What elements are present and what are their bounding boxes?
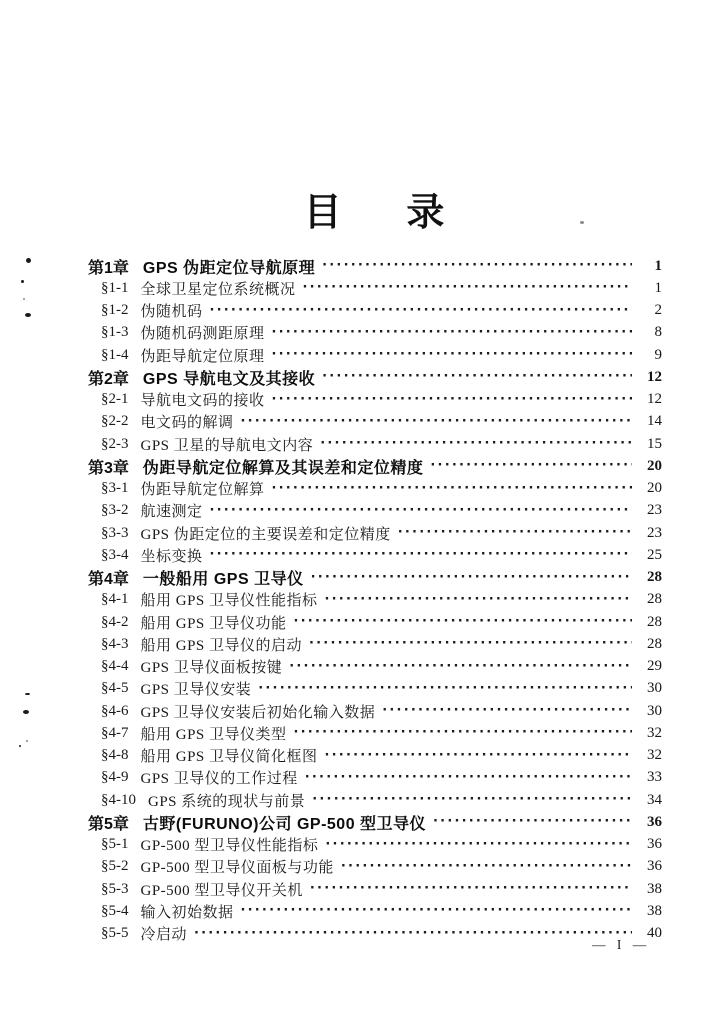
toc-leader-dots [325, 748, 632, 764]
toc-leader-dots [210, 503, 632, 519]
toc-entry-title: GPS 伪距定位导航原理 [142, 259, 316, 277]
toc-entry-title: 输入初始数据 [140, 904, 234, 921]
toc-page-number: 25 [647, 546, 662, 563]
toc-leader-dots [322, 369, 632, 385]
toc-page-number: 38 [647, 880, 662, 897]
toc-leader-dots [272, 392, 632, 408]
toc-entry-title: 船用 GPS 卫导仪简化框图 [140, 749, 318, 766]
toc-entry [88, 567, 662, 589]
toc-entry [88, 678, 662, 700]
toc-entry-title: GPS 系统的现状与前景 [148, 793, 306, 810]
toc-leader-dots [194, 926, 632, 942]
toc-entry [88, 834, 662, 856]
toc-entry [88, 455, 662, 477]
toc-entry [88, 923, 662, 945]
toc-entry [88, 500, 662, 522]
toc-entry-label: §1-4 [101, 346, 129, 363]
toc-entry-title: GPS 卫导仪安装 [140, 682, 252, 699]
toc-page-number: 15 [647, 435, 662, 452]
toc-entry-title: 伪随机码测距原理 [140, 326, 265, 343]
toc-entry-title: 船用 GPS 卫导仪性能指标 [140, 593, 318, 610]
toc-entry-label: §4-3 [101, 635, 129, 652]
toc-page-number: 20 [647, 480, 662, 497]
toc-entry [88, 811, 662, 833]
toc-page-number: 32 [647, 724, 662, 741]
toc-entry-label: §2-2 [101, 413, 129, 430]
scan-speck [21, 280, 24, 283]
toc-leader-dots [210, 547, 632, 563]
toc-page-number: 33 [647, 769, 662, 786]
toc-entry-title: 船用 GPS 卫导仪的启动 [140, 637, 303, 654]
toc-page-number: 12 [647, 368, 662, 385]
toc-entry-title: GP-500 型卫导仪面板与功能 [140, 860, 334, 877]
toc-page-number: 32 [647, 747, 662, 764]
toc-entry-label: §4-5 [101, 680, 129, 697]
toc-entry [88, 700, 662, 722]
toc-entry-label: §4-8 [101, 747, 129, 764]
toc-entry [88, 544, 662, 566]
toc-entry [88, 767, 662, 789]
toc-page-number: 9 [654, 346, 662, 363]
toc-entry [88, 522, 662, 544]
footer-page-number: — I — [592, 937, 651, 952]
page-title: 目 录 [303, 192, 447, 235]
toc-entry-title: 古野(FURUNO)公司 GP-500 型卫导仪 [142, 815, 427, 833]
toc-entry-label: 第4章 [88, 571, 129, 589]
toc-entry-label: 第5章 [88, 815, 129, 833]
toc-page-number: 28 [647, 635, 662, 652]
toc-entry-label: §1-3 [101, 324, 129, 341]
toc-entry [88, 589, 662, 611]
toc-leader-dots [325, 837, 632, 853]
toc-entry-label: §4-6 [101, 702, 129, 719]
toc-entry-title: 坐标变换 [140, 548, 203, 565]
toc-page-number: 20 [647, 457, 662, 474]
toc-entry [88, 322, 662, 344]
toc-leader-dots [294, 725, 632, 741]
toc-leader-dots [272, 325, 632, 341]
toc-entry [88, 300, 662, 322]
toc-entry-label: §4-10 [101, 791, 136, 808]
toc-entry-label: §4-4 [101, 658, 129, 675]
toc-page-number: 23 [647, 502, 662, 519]
toc-entry-label: §5-3 [101, 880, 129, 897]
toc-entry-label: §3-4 [101, 546, 129, 563]
toc-entry-label: §4-7 [101, 724, 129, 741]
toc-page-number: 8 [654, 324, 662, 341]
toc-leader-dots [272, 347, 632, 363]
toc-leader-dots [322, 258, 632, 274]
toc-entry-title: 冷启动 [140, 927, 188, 944]
toc-page-number: 36 [647, 858, 662, 875]
toc-leader-dots [294, 614, 632, 630]
toc-entry [88, 856, 662, 878]
toc-entry [88, 878, 662, 900]
toc-entry [88, 411, 662, 433]
toc-entry [88, 900, 662, 922]
toc-page-number: 28 [647, 613, 662, 630]
toc-leader-dots [305, 770, 632, 786]
scan-speck [23, 710, 29, 714]
toc-leader-dots [341, 859, 632, 875]
toc-entry-label: §5-1 [101, 836, 129, 853]
toc-entry-title: GPS 卫星的导航电文内容 [140, 437, 314, 454]
toc-page-number: 30 [647, 702, 662, 719]
toc-entry [88, 656, 662, 678]
toc-entry-title: 电文码的解调 [140, 415, 234, 432]
toc-entry-title: 全球卫星定位系统概况 [140, 281, 296, 298]
toc-entry [88, 389, 662, 411]
toc-page-number: 30 [647, 680, 662, 697]
scan-speck [25, 693, 30, 695]
toc-entry-title: GPS 伪距定位的主要误差和定位精度 [140, 526, 391, 543]
toc-entry [88, 611, 662, 633]
toc-page-number: 12 [647, 391, 662, 408]
scan-speck [580, 221, 584, 224]
toc-page-number: 40 [647, 925, 662, 942]
toc-entry-title: 伪随机码 [140, 304, 203, 321]
toc-entry-title: GPS 导航电文及其接收 [142, 370, 316, 388]
toc-page-number: 34 [647, 791, 662, 808]
toc-list [88, 255, 662, 945]
toc-entry-label: §4-1 [101, 591, 129, 608]
toc-leader-dots [310, 881, 632, 897]
toc-leader-dots [210, 303, 632, 319]
toc-entry-label: §4-2 [101, 613, 129, 630]
toc-entry-label: §4-9 [101, 769, 129, 786]
toc-leader-dots [382, 703, 632, 719]
toc-entry-label: 第1章 [88, 259, 129, 277]
toc-entry-label: §5-4 [101, 902, 129, 919]
toc-page-number: 1 [654, 257, 662, 274]
toc-entry-label: §5-5 [101, 925, 129, 942]
toc-entry-label: §5-2 [101, 858, 129, 875]
toc-page-number: 36 [647, 836, 662, 853]
toc-entry [88, 722, 662, 744]
toc-entry-label: §3-2 [101, 502, 129, 519]
toc-entry-label: §2-1 [101, 391, 129, 408]
toc-page-number: 38 [647, 902, 662, 919]
toc-entry [88, 745, 662, 767]
toc-leader-dots [320, 436, 632, 452]
toc-leader-dots [312, 792, 632, 808]
toc-entry-title: GPS 卫导仪安装后初始化输入数据 [140, 704, 376, 721]
toc-page-number: 36 [647, 813, 662, 830]
toc-entry [88, 633, 662, 655]
toc-page-number: 2 [654, 302, 662, 319]
scan-speck [25, 313, 31, 317]
toc-page-number: 14 [647, 413, 662, 430]
toc-entry-title: GP-500 型卫导仪开关机 [140, 882, 303, 899]
toc-entry [88, 277, 662, 299]
toc-entry-title: 航速测定 [140, 504, 203, 521]
scan-speck [26, 740, 28, 742]
toc-entry [88, 789, 662, 811]
toc-leader-dots [289, 659, 632, 675]
toc-entry-title: 船用 GPS 卫导仪类型 [140, 726, 287, 743]
toc-leader-dots [433, 814, 632, 830]
toc-leader-dots [430, 458, 632, 474]
toc-page-number: 28 [647, 569, 662, 586]
toc-leader-dots [325, 592, 632, 608]
scan-speck [23, 298, 25, 300]
toc-entry-title: 导航电文码的接收 [140, 393, 265, 410]
toc-page-number: 29 [647, 658, 662, 675]
toc-entry-label: §3-3 [101, 524, 129, 541]
toc-entry-label: §2-3 [101, 435, 129, 452]
toc-page-number: 28 [647, 591, 662, 608]
toc-entry-title: 伪距导航定位解算及其误差和定位精度 [142, 459, 424, 477]
toc-entry [88, 255, 662, 277]
toc-leader-dots [272, 481, 632, 497]
toc-entry [88, 433, 662, 455]
toc-leader-dots [241, 903, 632, 919]
toc-entry-title: 伪距导航定位原理 [140, 348, 265, 365]
toc-entry [88, 366, 662, 388]
toc-entry-label: §1-1 [101, 279, 129, 296]
toc-entry-title: GPS 卫导仪面板按键 [140, 660, 283, 677]
toc-entry [88, 344, 662, 366]
toc-leader-dots [311, 570, 632, 586]
toc-entry [88, 478, 662, 500]
toc-entry-label: 第3章 [88, 459, 129, 477]
toc-entry-label: §1-2 [101, 302, 129, 319]
toc-entry-label: 第2章 [88, 370, 129, 388]
toc-entry-title: GPS 卫导仪的工作过程 [140, 771, 298, 788]
scan-speck [26, 258, 31, 263]
toc-entry-label: §3-1 [101, 480, 129, 497]
toc-leader-dots [303, 280, 632, 296]
toc-leader-dots [309, 636, 632, 652]
toc-page-number: 23 [647, 524, 662, 541]
toc-page-number: 1 [654, 279, 662, 296]
toc-entry-title: 船用 GPS 卫导仪功能 [140, 615, 287, 632]
toc-entry-title: GP-500 型卫导仪性能指标 [140, 838, 319, 855]
toc-entry-title: 伪距导航定位解算 [140, 482, 265, 499]
toc-entry-title: 一般船用 GPS 卫导仪 [142, 571, 304, 589]
toc-leader-dots [258, 681, 632, 697]
toc-leader-dots [241, 414, 632, 430]
scan-speck [19, 745, 21, 747]
toc-leader-dots [398, 525, 632, 541]
